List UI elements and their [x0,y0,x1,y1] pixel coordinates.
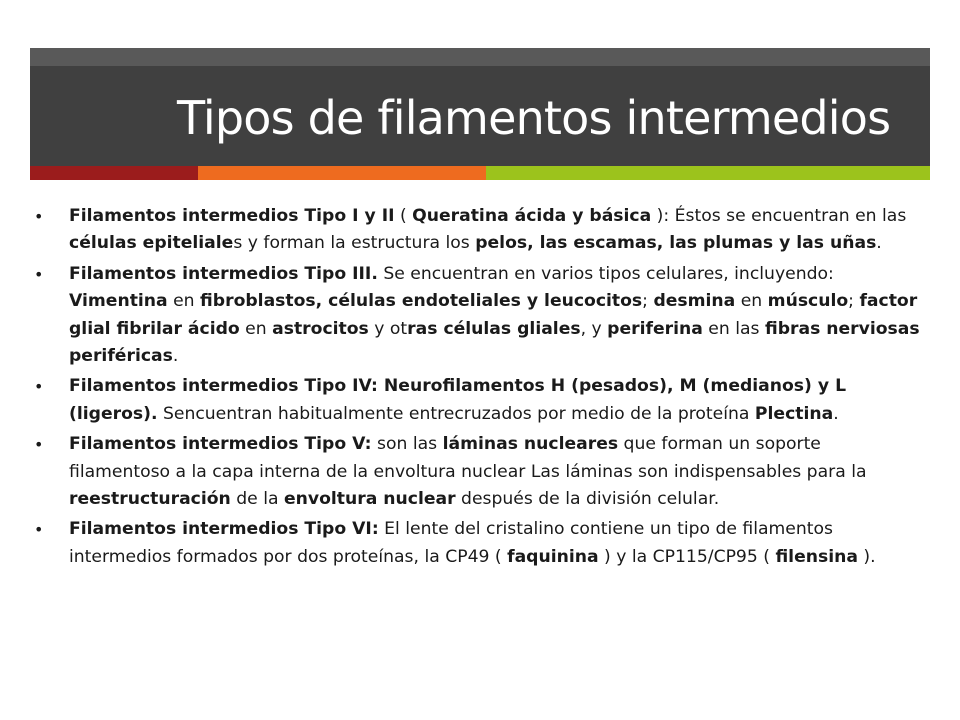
bullet-text-bold: periferina [607,318,703,339]
bullet-item [34,261,920,371]
bullet-text: que forman un soporte filamentoso a la capa interna de la envoltura nuclear Las láminas son indispensables para la [69,434,867,482]
bullet-text-bold: Plectina [754,403,834,424]
bullet-text: en [239,318,273,339]
bullet-text-bold: Filamentos intermedios Tipo IV: Neurofilamentos H (pesados), M (medianos) y L (ligeros). [69,376,847,424]
bullet-text-bold: factor glial fibrilar ácido [69,291,918,339]
bullet-text-bold: láminas nucleares [442,434,619,455]
bullet-text-bold: Filamentos intermedios Tipo VI: [69,519,379,540]
bullet-text: Se encuentran en varios tipos celulares, incluyendo: [377,263,834,284]
bullet-text-bold: ras células gliales [407,318,581,339]
bullet-text-bold: reestructuración [69,489,231,510]
accent-segment-red [30,166,198,180]
bullet-text: ; [642,291,654,312]
bullet-text-bold: músculo [767,291,849,312]
bullet-text: ) y la CP115/CP95 ( [598,546,776,567]
bullet-text: , y [580,318,608,339]
bullet-text-bold: Filamentos intermedios Tipo III. [69,263,378,284]
bullet-text-bold: Vimentina [69,291,168,312]
bullet-text-bold: fibras nerviosas periféricas [69,318,920,367]
bullet-text: de la [230,489,284,510]
bullet-marker-icon: • [34,207,44,226]
bullet-text: . [833,403,839,424]
bullet-text: y ot [368,318,408,339]
bullet-marker-icon: • [34,264,44,284]
bullet-marker-icon: • [34,435,44,455]
bullet-text-bold: células epiteliale [69,233,234,254]
slide-content [34,203,920,574]
bullet-text: El lente del cristalino contiene un tipo de filamentos intermedios formados por dos proteínas, la CP49 ( [69,519,833,567]
title-top-strip [30,48,930,66]
bullet-text: en [735,291,768,312]
bullet-text: en [167,291,201,312]
bullet-text: después de la división celular. [455,489,720,510]
bullet-marker-icon: • [34,377,44,397]
bullet-text-bold: faquinina [507,546,599,567]
bullet-marker-icon: • [34,520,44,540]
bullet-item [34,431,920,513]
bullet-text: en las [702,318,765,339]
accent-segment-green [486,166,930,180]
bullet-text-bold: fibroblastos, células endoteliales y leucocitos [200,291,643,312]
bullet-text: s y forman la estructura los [233,233,476,254]
bullet-text: ): Éstos se encuentran en las [651,206,907,226]
bullet-item [34,373,920,428]
bullet-text-bold: filensina [775,546,858,567]
bullet-text-bold: astrocitos [272,318,369,339]
accent-segment-orange [198,166,486,180]
bullet-text: Sencuentran habitualmente entrecruzados por medio de la proteína [157,403,755,424]
bullet-text-bold: Filamentos intermedios Tipo V: [69,434,372,455]
bullet-item [34,203,920,258]
bullet-text-bold: desmina [653,291,736,312]
bullet-text-bold: envoltura nuclear [283,489,456,510]
bullet-list [34,203,920,571]
bullet-text: . [172,346,179,367]
bullet-text: ( [394,206,413,226]
bullet-item [34,516,920,571]
bullet-text: . [876,233,882,254]
title-bar [30,48,930,166]
bullet-text: ). [857,546,876,567]
bullet-text-bold: Filamentos intermedios Tipo I y II [69,206,395,226]
slide-title: Tipos de filamentos intermedios [177,91,891,145]
accent-strip [30,166,930,180]
bullet-text: ; [848,291,860,312]
bullet-text-bold: Queratina ácida y básica [412,206,652,226]
bullet-text-bold: pelos, las escamas, las plumas y las uñas [475,233,877,254]
bullet-text: son las [371,434,443,455]
